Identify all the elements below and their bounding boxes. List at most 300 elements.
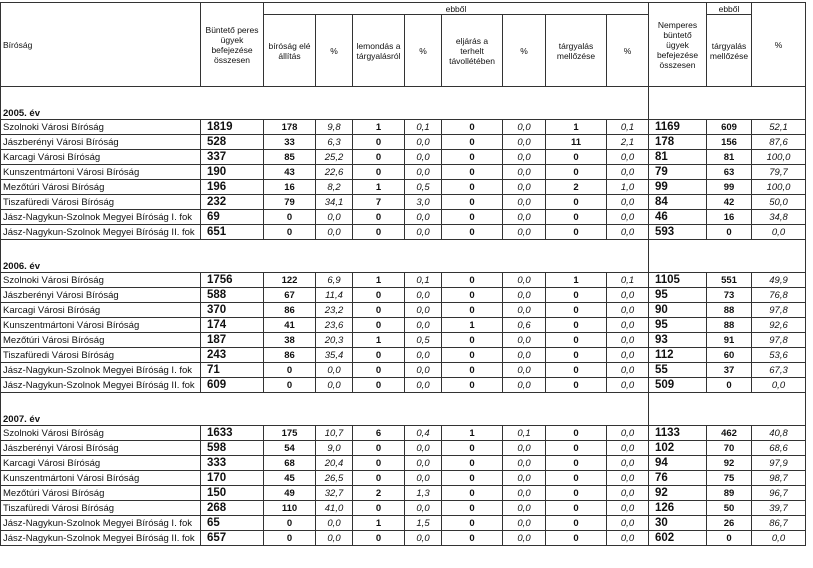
indictment-pct-cell: 9,0	[316, 441, 353, 456]
waiver-cell: 0	[353, 303, 405, 318]
indictment-pct-cell: 0,0	[316, 531, 353, 546]
omission-pct-cell: 0,0	[607, 471, 649, 486]
header-omission: tárgyalás mellőzése	[546, 15, 607, 87]
header-pct-omission: %	[607, 15, 649, 87]
table-row	[1, 135, 806, 150]
spacer-row	[1, 87, 806, 104]
nonlitigious-pct-cell: 97,9	[752, 456, 806, 471]
header-absence: eljárás a terhelt távollétében	[442, 15, 503, 87]
table-row	[1, 441, 806, 456]
court-name: Szolnoki Városi Bíróság	[1, 120, 201, 135]
nonlitigious-pct-cell: 98,7	[752, 471, 806, 486]
absence-pct-cell: 0,0	[503, 486, 546, 501]
court-name: Karcagi Városi Bíróság	[1, 456, 201, 471]
court-name: Szolnoki Városi Bíróság	[1, 273, 201, 288]
waiver-cell: 1	[353, 180, 405, 195]
nonlitigious-pct-cell: 92,6	[752, 318, 806, 333]
nonlitigious-omission-cell: 42	[707, 195, 752, 210]
table-row	[1, 273, 806, 288]
total-cell: 657	[201, 531, 264, 546]
header-pct-indictment: %	[316, 15, 353, 87]
table-row	[1, 225, 806, 240]
total-cell: 1756	[201, 273, 264, 288]
omission-cell: 0	[546, 378, 607, 393]
omission-cell: 0	[546, 210, 607, 225]
indictment-cell: 0	[264, 516, 316, 531]
waiver-pct-cell: 0,0	[405, 471, 442, 486]
waiver-cell: 0	[353, 150, 405, 165]
nonlitigious-pct-cell: 52,1	[752, 120, 806, 135]
court-statistics-table	[0, 2, 806, 546]
nonlitigious-cell: 178	[649, 135, 707, 150]
nonlitigious-cell: 509	[649, 378, 707, 393]
waiver-pct-cell: 0,4	[405, 426, 442, 441]
omission-cell: 0	[546, 150, 607, 165]
indictment-cell: 45	[264, 471, 316, 486]
waiver-pct-cell: 0,0	[405, 303, 442, 318]
absence-pct-cell: 0,0	[503, 303, 546, 318]
header-ebbol: ebből	[264, 3, 649, 15]
total-cell: 268	[201, 501, 264, 516]
indictment-pct-cell: 11,4	[316, 288, 353, 303]
table-row	[1, 333, 806, 348]
indictment-pct-cell: 0,0	[316, 516, 353, 531]
omission-pct-cell: 0,0	[607, 531, 649, 546]
nonlitigious-pct-cell: 67,3	[752, 363, 806, 378]
waiver-pct-cell: 0,0	[405, 210, 442, 225]
waiver-pct-cell: 0,5	[405, 180, 442, 195]
indictment-cell: 0	[264, 378, 316, 393]
omission-cell: 0	[546, 441, 607, 456]
total-cell: 196	[201, 180, 264, 195]
waiver-pct-cell: 0,0	[405, 165, 442, 180]
court-name: Mezőtúri Városi Bíróság	[1, 486, 201, 501]
nonlitigious-cell: 1105	[649, 273, 707, 288]
absence-pct-cell: 0,0	[503, 150, 546, 165]
table-row	[1, 348, 806, 363]
absence-pct-cell: 0,0	[503, 441, 546, 456]
nonlitigious-cell: 79	[649, 165, 707, 180]
waiver-pct-cell: 0,0	[405, 348, 442, 363]
absence-pct-cell: 0,6	[503, 318, 546, 333]
omission-cell: 0	[546, 303, 607, 318]
waiver-pct-cell: 1,3	[405, 486, 442, 501]
court-name: Kunszentmártoni Városi Bíróság	[1, 318, 201, 333]
table-row	[1, 471, 806, 486]
indictment-cell: 16	[264, 180, 316, 195]
indictment-pct-cell: 26,5	[316, 471, 353, 486]
absence-cell: 1	[442, 318, 503, 333]
nonlitigious-pct-cell: 0,0	[752, 225, 806, 240]
omission-pct-cell: 0,0	[607, 210, 649, 225]
court-name: Jászberényi Városi Bíróság	[1, 441, 201, 456]
omission-cell: 0	[546, 426, 607, 441]
nonlitigious-cell: 81	[649, 150, 707, 165]
omission-pct-cell: 0,0	[607, 486, 649, 501]
absence-cell: 0	[442, 195, 503, 210]
indictment-cell: 0	[264, 363, 316, 378]
waiver-pct-cell: 0,0	[405, 225, 442, 240]
waiver-pct-cell: 3,0	[405, 195, 442, 210]
absence-cell: 0	[442, 516, 503, 531]
table-row	[1, 195, 806, 210]
indictment-pct-cell: 25,2	[316, 150, 353, 165]
waiver-cell: 0	[353, 318, 405, 333]
waiver-cell: 0	[353, 531, 405, 546]
omission-pct-cell: 2,1	[607, 135, 649, 150]
omission-cell: 0	[546, 471, 607, 486]
absence-cell: 0	[442, 180, 503, 195]
absence-cell: 0	[442, 150, 503, 165]
year-label: 2006. év	[1, 256, 649, 273]
nonlitigious-pct-cell: 34,8	[752, 210, 806, 225]
header-waiver: lemondás a tárgyalásról	[353, 15, 405, 87]
waiver-pct-cell: 0,5	[405, 333, 442, 348]
absence-cell: 0	[442, 456, 503, 471]
indictment-pct-cell: 6,9	[316, 273, 353, 288]
absence-pct-cell: 0,0	[503, 135, 546, 150]
omission-pct-cell: 0,0	[607, 165, 649, 180]
nonlitigious-cell: 112	[649, 348, 707, 363]
absence-cell: 0	[442, 135, 503, 150]
waiver-pct-cell: 0,0	[405, 456, 442, 471]
indictment-pct-cell: 32,7	[316, 486, 353, 501]
omission-cell: 0	[546, 456, 607, 471]
indictment-cell: 0	[264, 531, 316, 546]
nonlitigious-omission-cell: 0	[707, 378, 752, 393]
header-pct-nonlit: %	[752, 3, 806, 87]
nonlitigious-pct-cell: 0,0	[752, 378, 806, 393]
court-name: Karcagi Városi Bíróság	[1, 303, 201, 318]
absence-cell: 0	[442, 531, 503, 546]
nonlitigious-omission-cell: 75	[707, 471, 752, 486]
waiver-cell: 0	[353, 441, 405, 456]
table-row	[1, 165, 806, 180]
indictment-pct-cell: 20,3	[316, 333, 353, 348]
nonlitigious-pct-cell: 87,6	[752, 135, 806, 150]
nonlitigious-cell: 99	[649, 180, 707, 195]
court-name: Jász-Nagykun-Szolnok Megyei Bíróság II. fok	[1, 531, 201, 546]
indictment-cell: 110	[264, 501, 316, 516]
court-name: Kunszentmártoni Városi Bíróság	[1, 165, 201, 180]
header-nonlitigious: Nemperes büntető ügyek befejezése összesen	[649, 3, 707, 87]
absence-pct-cell: 0,0	[503, 516, 546, 531]
absence-pct-cell: 0,0	[503, 363, 546, 378]
omission-pct-cell: 0,0	[607, 225, 649, 240]
waiver-cell: 0	[353, 363, 405, 378]
nonlitigious-pct-cell: 53,6	[752, 348, 806, 363]
absence-pct-cell: 0,0	[503, 378, 546, 393]
nonlitigious-cell: 126	[649, 501, 707, 516]
table-row	[1, 501, 806, 516]
total-cell: 65	[201, 516, 264, 531]
absence-cell: 0	[442, 165, 503, 180]
absence-pct-cell: 0,0	[503, 501, 546, 516]
waiver-cell: 0	[353, 501, 405, 516]
total-cell: 588	[201, 288, 264, 303]
indictment-cell: 49	[264, 486, 316, 501]
table-row	[1, 318, 806, 333]
absence-cell: 0	[442, 378, 503, 393]
indictment-pct-cell: 0,0	[316, 378, 353, 393]
nonlitigious-omission-cell: 16	[707, 210, 752, 225]
absence-cell: 0	[442, 288, 503, 303]
waiver-cell: 0	[353, 288, 405, 303]
nonlitigious-pct-cell: 96,7	[752, 486, 806, 501]
total-cell: 174	[201, 318, 264, 333]
waiver-cell: 0	[353, 456, 405, 471]
court-name: Karcagi Városi Bíróság	[1, 150, 201, 165]
omission-pct-cell: 0,0	[607, 456, 649, 471]
nonlitigious-omission-cell: 81	[707, 150, 752, 165]
indictment-cell: 38	[264, 333, 316, 348]
total-cell: 150	[201, 486, 264, 501]
nonlitigious-pct-cell: 97,8	[752, 333, 806, 348]
indictment-cell: 86	[264, 348, 316, 363]
nonlitigious-pct-cell: 97,8	[752, 303, 806, 318]
spacer-row	[1, 393, 806, 410]
omission-cell: 0	[546, 333, 607, 348]
nonlitigious-omission-cell: 73	[707, 288, 752, 303]
nonlitigious-omission-cell: 0	[707, 225, 752, 240]
nonlitigious-pct-cell: 39,7	[752, 501, 806, 516]
omission-pct-cell: 1,0	[607, 180, 649, 195]
nonlitigious-omission-cell: 63	[707, 165, 752, 180]
waiver-cell: 1	[353, 333, 405, 348]
nonlitigious-cell: 95	[649, 318, 707, 333]
nonlitigious-cell: 1133	[649, 426, 707, 441]
total-cell: 187	[201, 333, 264, 348]
indictment-cell: 0	[264, 210, 316, 225]
indictment-cell: 79	[264, 195, 316, 210]
omission-pct-cell: 0,0	[607, 378, 649, 393]
table-row	[1, 288, 806, 303]
year-label: 2007. év	[1, 409, 649, 426]
total-cell: 598	[201, 441, 264, 456]
absence-pct-cell: 0,0	[503, 531, 546, 546]
omission-pct-cell: 0,0	[607, 333, 649, 348]
omission-cell: 0	[546, 195, 607, 210]
waiver-cell: 0	[353, 135, 405, 150]
nonlitigious-cell: 92	[649, 486, 707, 501]
absence-pct-cell: 0,0	[503, 333, 546, 348]
court-name: Tiszafüredi Városi Bíróság	[1, 501, 201, 516]
indictment-cell: 68	[264, 456, 316, 471]
nonlitigious-omission-cell: 91	[707, 333, 752, 348]
omission-pct-cell: 0,0	[607, 288, 649, 303]
court-name: Szolnoki Városi Bíróság	[1, 426, 201, 441]
omission-cell: 0	[546, 531, 607, 546]
nonlitigious-pct-cell: 86,7	[752, 516, 806, 531]
omission-pct-cell: 0,0	[607, 441, 649, 456]
nonlitigious-cell: 46	[649, 210, 707, 225]
total-cell: 69	[201, 210, 264, 225]
absence-cell: 0	[442, 363, 503, 378]
absence-cell: 0	[442, 120, 503, 135]
nonlitigious-pct-cell: 40,8	[752, 426, 806, 441]
total-cell: 243	[201, 348, 264, 363]
absence-cell: 0	[442, 501, 503, 516]
absence-cell: 0	[442, 333, 503, 348]
nonlitigious-omission-cell: 92	[707, 456, 752, 471]
nonlitigious-pct-cell: 0,0	[752, 531, 806, 546]
year-label: 2005. év	[1, 103, 649, 120]
nonlitigious-cell: 95	[649, 288, 707, 303]
court-name: Jászberényi Városi Bíróság	[1, 135, 201, 150]
omission-pct-cell: 0,1	[607, 120, 649, 135]
table-row	[1, 378, 806, 393]
table-row	[1, 180, 806, 195]
nonlitigious-pct-cell: 68,6	[752, 441, 806, 456]
omission-cell: 0	[546, 501, 607, 516]
waiver-pct-cell: 0,0	[405, 288, 442, 303]
indictment-pct-cell: 34,1	[316, 195, 353, 210]
total-cell: 232	[201, 195, 264, 210]
indictment-pct-cell: 6,3	[316, 135, 353, 150]
nonlitigious-omission-cell: 70	[707, 441, 752, 456]
year-row	[1, 409, 806, 426]
nonlitigious-omission-cell: 609	[707, 120, 752, 135]
nonlitigious-omission-cell: 156	[707, 135, 752, 150]
table-row	[1, 120, 806, 135]
nonlitigious-cell: 102	[649, 441, 707, 456]
indictment-pct-cell: 0,0	[316, 210, 353, 225]
omission-cell: 0	[546, 165, 607, 180]
total-cell: 333	[201, 456, 264, 471]
omission-pct-cell: 0,0	[607, 195, 649, 210]
omission-cell: 1	[546, 273, 607, 288]
court-name: Kunszentmártoni Városi Bíróság	[1, 471, 201, 486]
indictment-cell: 122	[264, 273, 316, 288]
omission-cell: 0	[546, 288, 607, 303]
nonlitigious-cell: 93	[649, 333, 707, 348]
table-row	[1, 426, 806, 441]
court-name: Mezőtúri Városi Bíróság	[1, 333, 201, 348]
nonlitigious-pct-cell: 100,0	[752, 180, 806, 195]
indictment-pct-cell: 0,0	[316, 225, 353, 240]
table-row	[1, 150, 806, 165]
absence-cell: 0	[442, 348, 503, 363]
indictment-pct-cell: 9,8	[316, 120, 353, 135]
omission-cell: 0	[546, 516, 607, 531]
nonlitigious-cell: 94	[649, 456, 707, 471]
table-row	[1, 363, 806, 378]
nonlitigious-cell: 602	[649, 531, 707, 546]
waiver-pct-cell: 0,0	[405, 363, 442, 378]
indictment-pct-cell: 23,2	[316, 303, 353, 318]
nonlitigious-omission-cell: 551	[707, 273, 752, 288]
absence-pct-cell: 0,0	[503, 210, 546, 225]
total-cell: 71	[201, 363, 264, 378]
omission-cell: 0	[546, 318, 607, 333]
omission-cell: 0	[546, 225, 607, 240]
omission-cell: 11	[546, 135, 607, 150]
nonlitigious-omission-cell: 462	[707, 426, 752, 441]
header-indictment: bíróság elé állítás	[264, 15, 316, 87]
absence-pct-cell: 0,0	[503, 348, 546, 363]
waiver-pct-cell: 1,5	[405, 516, 442, 531]
total-cell: 528	[201, 135, 264, 150]
waiver-pct-cell: 0,0	[405, 501, 442, 516]
indictment-pct-cell: 22,6	[316, 165, 353, 180]
total-cell: 370	[201, 303, 264, 318]
spacer-row	[1, 240, 806, 257]
waiver-cell: 0	[353, 210, 405, 225]
waiver-pct-cell: 0,1	[405, 120, 442, 135]
nonlitigious-omission-cell: 50	[707, 501, 752, 516]
waiver-cell: 0	[353, 225, 405, 240]
court-name: Jász-Nagykun-Szolnok Megyei Bíróság II. fok	[1, 378, 201, 393]
absence-cell: 0	[442, 225, 503, 240]
table-row	[1, 516, 806, 531]
absence-pct-cell: 0,0	[503, 456, 546, 471]
omission-pct-cell: 0,0	[607, 348, 649, 363]
waiver-pct-cell: 0,0	[405, 531, 442, 546]
court-name: Jász-Nagykun-Szolnok Megyei Bíróság I. fok	[1, 210, 201, 225]
omission-pct-cell: 0,0	[607, 426, 649, 441]
omission-cell: 0	[546, 363, 607, 378]
waiver-cell: 0	[353, 165, 405, 180]
year-row	[1, 103, 806, 120]
table-row	[1, 486, 806, 501]
court-name: Jász-Nagykun-Szolnok Megyei Bíróság II. fok	[1, 225, 201, 240]
total-cell: 337	[201, 150, 264, 165]
absence-pct-cell: 0,0	[503, 273, 546, 288]
year-row	[1, 256, 806, 273]
court-name: Jász-Nagykun-Szolnok Megyei Bíróság I. fok	[1, 516, 201, 531]
nonlitigious-cell: 84	[649, 195, 707, 210]
total-cell: 1633	[201, 426, 264, 441]
nonlitigious-pct-cell: 76,8	[752, 288, 806, 303]
absence-pct-cell: 0,0	[503, 195, 546, 210]
nonlitigious-cell: 30	[649, 516, 707, 531]
nonlitigious-pct-cell: 79,7	[752, 165, 806, 180]
header-pct-waiver: %	[405, 15, 442, 87]
court-name: Tiszafüredi Városi Bíróság	[1, 348, 201, 363]
indictment-cell: 178	[264, 120, 316, 135]
nonlitigious-omission-cell: 60	[707, 348, 752, 363]
waiver-cell: 7	[353, 195, 405, 210]
nonlitigious-cell: 593	[649, 225, 707, 240]
court-name: Jászberényi Városi Bíróság	[1, 288, 201, 303]
indictment-cell: 43	[264, 165, 316, 180]
waiver-cell: 1	[353, 273, 405, 288]
court-name: Tiszafüredi Városi Bíróság	[1, 195, 201, 210]
indictment-cell: 86	[264, 303, 316, 318]
nonlitigious-cell: 55	[649, 363, 707, 378]
omission-cell: 0	[546, 348, 607, 363]
indictment-pct-cell: 10,7	[316, 426, 353, 441]
nonlitigious-omission-cell: 88	[707, 303, 752, 318]
absence-pct-cell: 0,0	[503, 165, 546, 180]
absence-cell: 0	[442, 486, 503, 501]
nonlitigious-pct-cell: 100,0	[752, 150, 806, 165]
total-cell: 651	[201, 225, 264, 240]
waiver-cell: 0	[353, 348, 405, 363]
waiver-cell: 1	[353, 516, 405, 531]
absence-pct-cell: 0,0	[503, 225, 546, 240]
table-row	[1, 456, 806, 471]
total-cell: 609	[201, 378, 264, 393]
absence-pct-cell: 0,1	[503, 426, 546, 441]
omission-pct-cell: 0,0	[607, 303, 649, 318]
indictment-cell: 0	[264, 225, 316, 240]
indictment-pct-cell: 20,4	[316, 456, 353, 471]
omission-pct-cell: 0,0	[607, 318, 649, 333]
waiver-cell: 0	[353, 471, 405, 486]
absence-cell: 0	[442, 273, 503, 288]
waiver-cell: 0	[353, 378, 405, 393]
